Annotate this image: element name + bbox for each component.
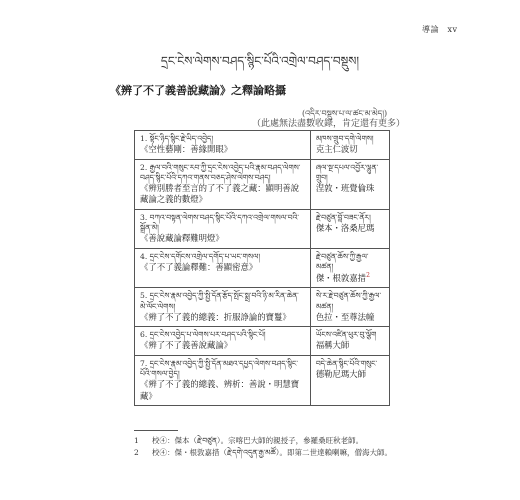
author-name: 克主仁波切: [315, 144, 358, 155]
author-tibetan: མཁས་གྲུབ་དགེ་ལེགས།: [315, 134, 374, 143]
author-tibetan: ཞལ་སྔ་དཔལ་འབྱོར་ལྷུན་གྲུབ།: [315, 162, 379, 182]
chinese-title: 《辨了不了義善說藏論》之釋論略攝: [110, 84, 286, 97]
tibetan-subtitle: (འདིར་བསྡུས་པ་ལ་ཚང་མ་མེད།): [302, 109, 388, 118]
footnote: [134, 447, 434, 459]
author-cell: [310, 288, 389, 327]
work-chinese: 《空性藝剛：善緣開眼》: [140, 144, 233, 155]
author-cell: [310, 355, 389, 405]
table-row: [135, 288, 390, 327]
work-tibetan: 6. དྲང་ངེས་འབྱེད་པ་ལེགས་པར་བཤད་པའི་སྙིང་པོ།: [140, 330, 266, 340]
table-row: [135, 327, 390, 356]
author-tibetan: ཡོངས་འཛིན་ཕུར་བུ་ལྕོག: [315, 330, 377, 340]
table-row: [135, 248, 390, 288]
author-chinese: [316, 144, 384, 155]
footnote-text: 校④：傑・根敦嘉措（རྗེ་དགེ་འདུན་རྒྱ་མཚོ）。即第二世達賴喇嘛，僧海大師。: [152, 448, 392, 457]
work-cell: [135, 288, 311, 327]
work-cell: [135, 209, 311, 248]
author-name: 福稱大師: [315, 340, 350, 351]
author-chinese: [316, 223, 384, 234]
author-chinese: [316, 272, 384, 284]
work-cell: [135, 159, 311, 209]
work-cell: [135, 355, 311, 405]
commentary-table: [134, 130, 390, 406]
table-row: [135, 209, 390, 248]
tibetan-title: དྲང་ངེས་ལེགས་བཤད་སྙིང་པོའི་འགྲེལ་བཤད་བསྡུས།: [160, 54, 360, 68]
work-tibetan: 7. དྲང་ངེས་རྣམ་འབྱེད་ཀྱི་སྤྱི་དོན་མཐའ་དཔྱད་ལེགས་བཤད་སྙིང་པོའི་གསལ་བྱེད།: [140, 358, 299, 378]
work-cell: [135, 327, 311, 356]
work-cell: [135, 248, 311, 288]
footnote-rule: [134, 430, 178, 431]
author-name: 傑本・洛桑尼瑪: [315, 223, 375, 234]
author-name: 涅敦・班覺倫珠: [315, 183, 375, 194]
author-tibetan: རྗེ་བཙུན་ཆོས་ཀྱི་རྒྱལ་མཚན།: [315, 251, 369, 271]
author-name: 色拉・至尊法幢: [315, 311, 375, 322]
author-tibetan: བདེ་ཆེན་སྙིང་པོའི་གསུང་: [315, 358, 378, 368]
work-chinese: 《善說藏論釋難明燈》: [140, 233, 224, 244]
table-row: [135, 131, 390, 160]
work-tibetan: 1. སྟོང་ཉིད་སྙིང་རྗེ་ཡིད་འབྱེད།: [140, 134, 214, 143]
footnote-number: 2: [134, 448, 139, 457]
table-row: [135, 355, 390, 405]
author-name: 德勒尼瑪大師: [315, 368, 367, 379]
footnotes: [134, 430, 434, 459]
work-chinese: 《了不了義論釋難：善顯密意》: [140, 261, 258, 272]
author-chinese: [316, 369, 384, 380]
author-tibetan: རྗེ་བཙུན་བློ་བཟང་ནོར།: [315, 212, 371, 222]
incomplete-note: （此處無法盡數收錄，肯定還有更多）: [252, 119, 406, 129]
work-tibetan: 2. རྒྱལ་བའི་གསུང་རབ་ཀྱི་དྲང་ངེས་འབྱེད་པའི་རྣམ་བཤད་ལེགས་བཤད་སྙིང་པོའི་དཀའ་གནས་བཅད་ཤེས་ལེགས་བཤད།: [140, 162, 301, 182]
author-cell: [310, 159, 389, 209]
footnote-number: 1: [134, 436, 139, 445]
author-tibetan: སེ་ར་རྗེ་བཙུན་ཆོས་ཀྱི་རྒྱལ་མཚན།: [315, 291, 382, 311]
work-chinese: 《辨了不了義的總義：折服諍論的寶鬘》: [140, 311, 291, 322]
author-chinese: [316, 340, 384, 351]
author-chinese: [316, 312, 384, 323]
footnote-marker: 2: [366, 272, 370, 280]
work-chinese: 《辨了不了義的總義、辨析：善說・明慧寶藏》: [140, 379, 300, 401]
work-tibetan: 3. བཀའ་བསྟན་ལེགས་བཤད་སྙིང་པོའི་དཀའ་འགྲེལ་གསལ་བའི་སྒྲོན་མེ།: [140, 212, 300, 233]
author-cell: [310, 327, 389, 356]
work-tibetan: 5. དྲང་ངེས་རྣམ་འབྱེད་ཀྱི་སྤྱི་དོན་རྩོད་སྤོང་སྨྲ་བའི་ཉི་མ་རིན་ཆེན་མེ་ལོང་ལེགས།: [140, 291, 299, 311]
footnote: [134, 435, 434, 447]
author-cell: [310, 209, 389, 248]
work-chinese: 《辨了不了義善說藏論》: [140, 340, 233, 351]
author-name: 傑・根敦嘉措: [315, 272, 367, 283]
author-chinese: [316, 183, 384, 194]
footnote-text: 校④：傑本（རྗེ་བཙུན）。宗喀巴大師的親授子，參羅桑旺秋老師。: [152, 436, 364, 445]
work-chinese: 《辨別勝者至言的了不了義之藏：顯明善說藏論之義的數燈》: [140, 183, 300, 205]
author-cell: [310, 131, 389, 160]
work-cell: [135, 131, 311, 160]
running-head: 導論 xv: [422, 25, 458, 34]
table-row: [135, 159, 390, 209]
author-cell: [310, 248, 389, 288]
work-tibetan: 4. དྲང་ངེས་དགོངས་འགྲེལ་དགོད་པ་ཡང་གསལ།: [140, 251, 261, 261]
